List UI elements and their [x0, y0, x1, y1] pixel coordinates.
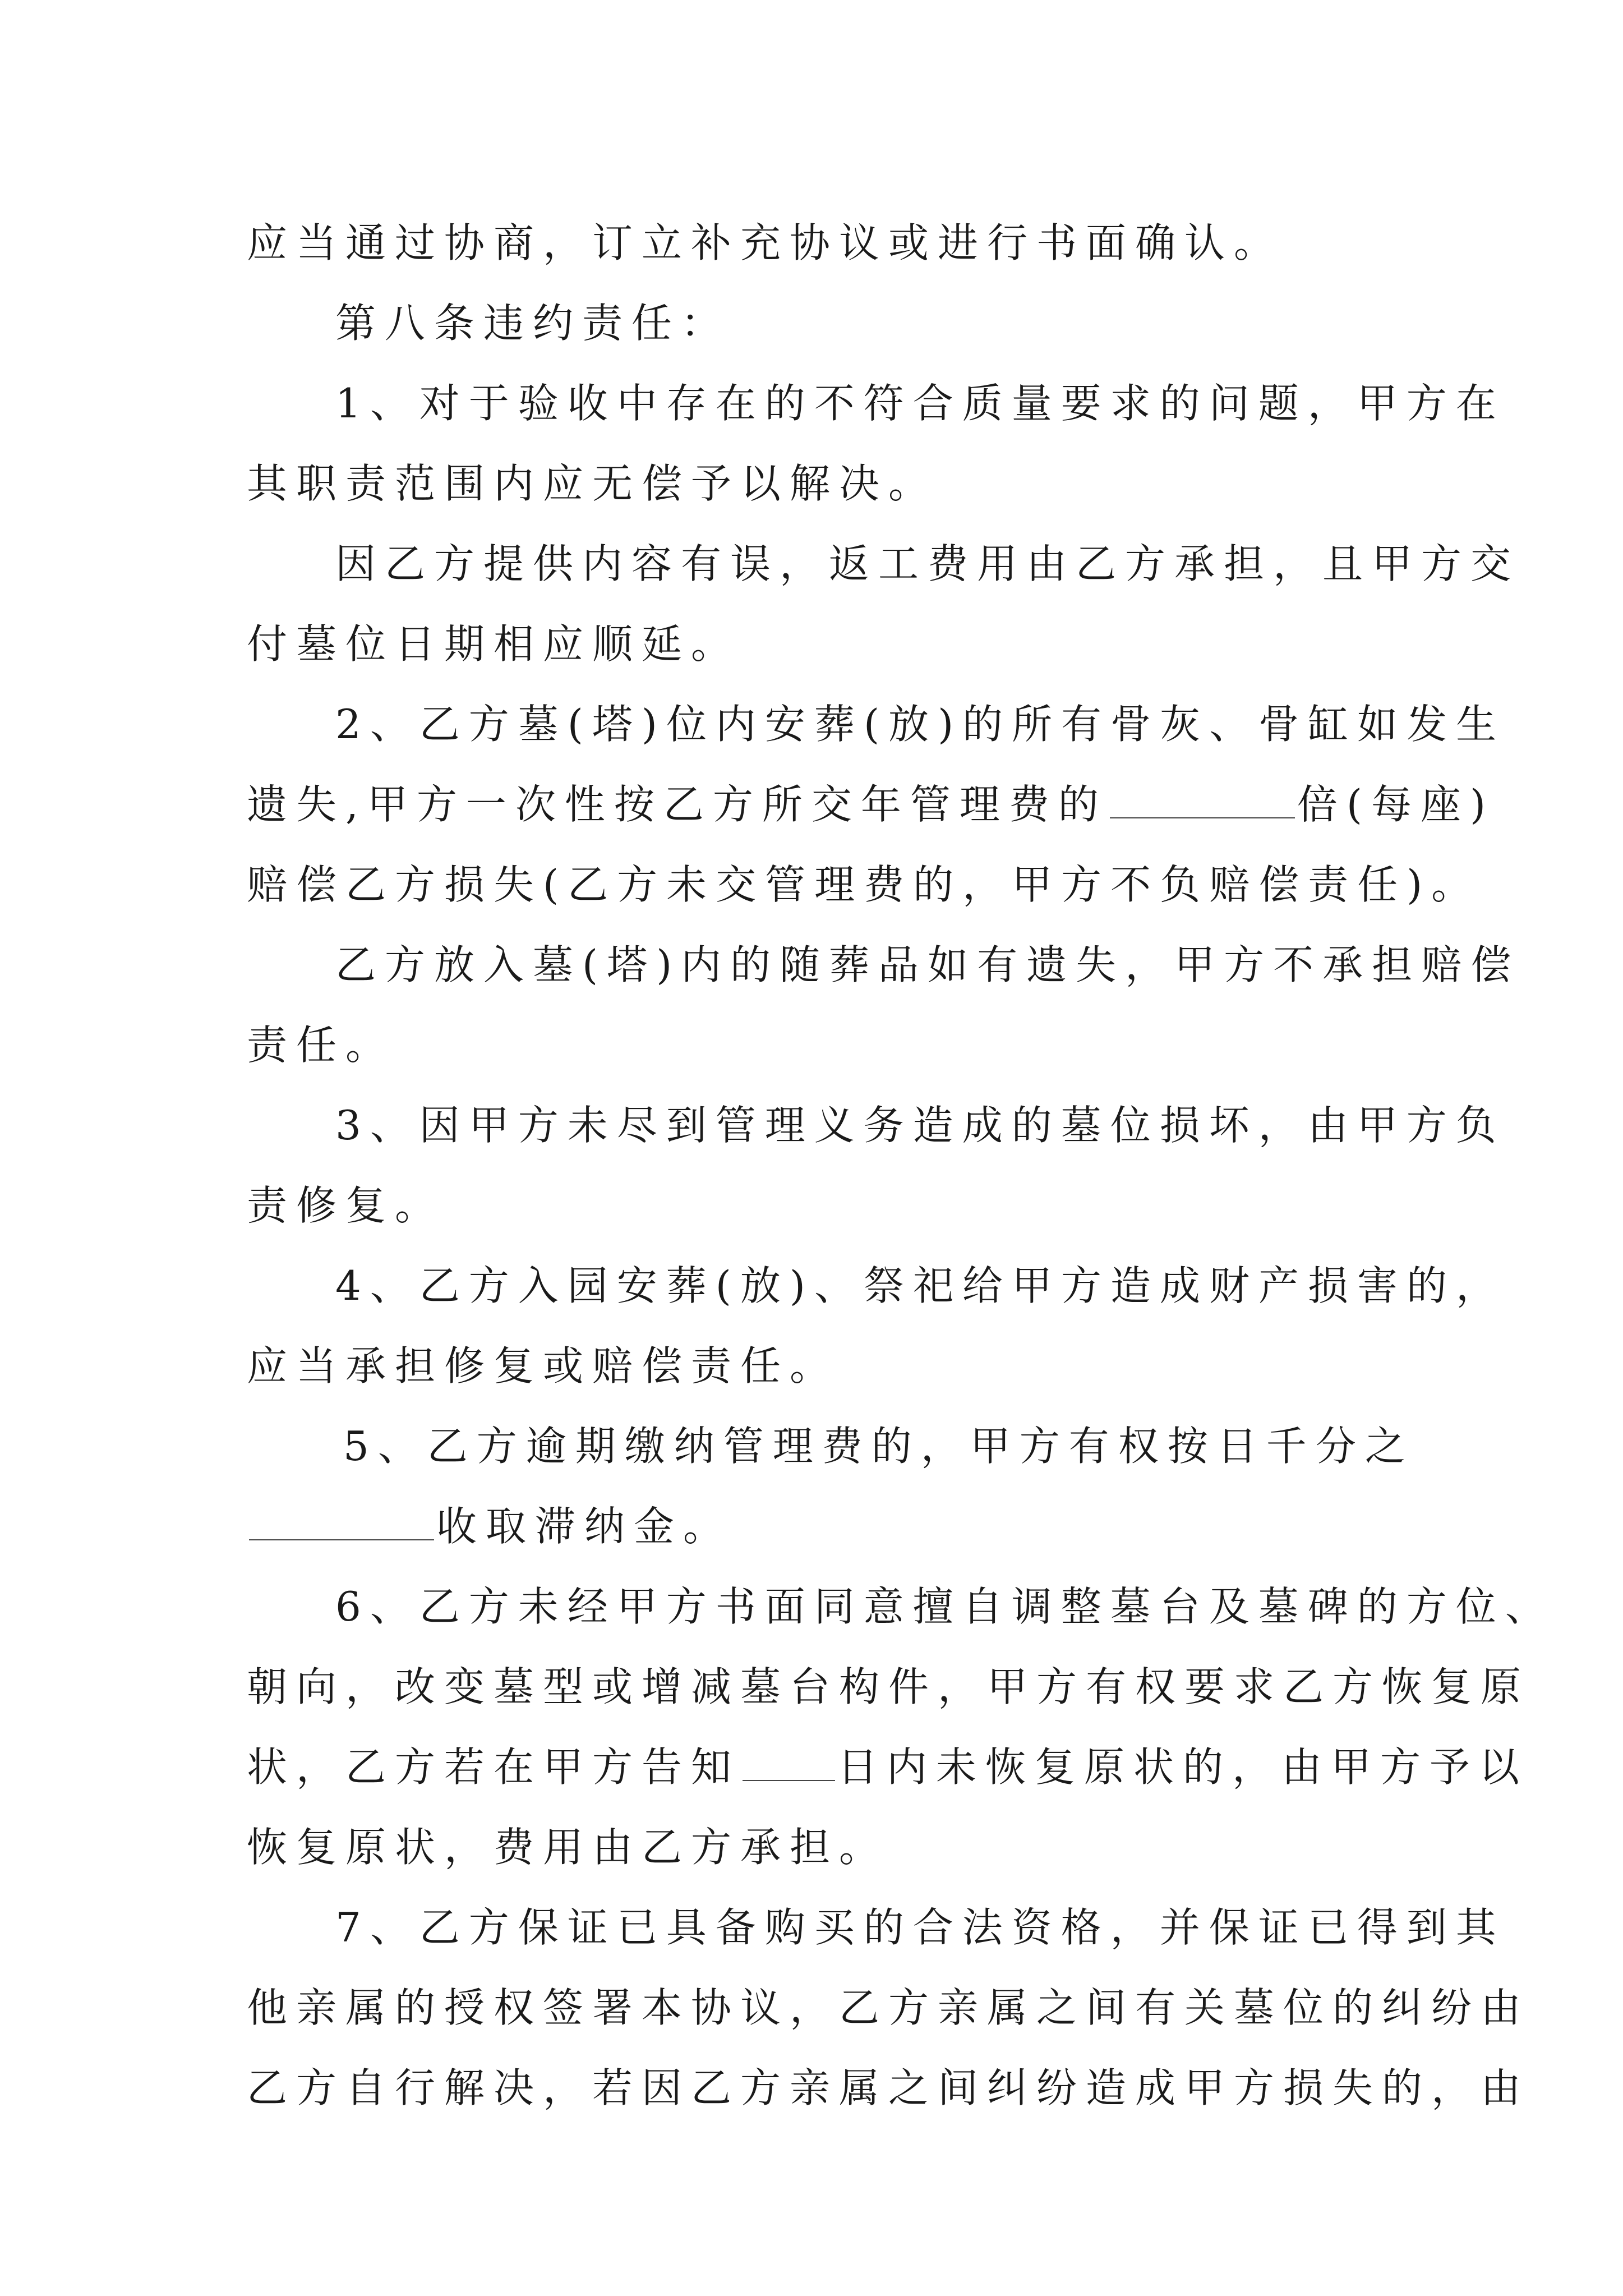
text-line: 责修复。 [247, 1182, 445, 1229]
text-line: 6、乙方未经甲方书面同意擅自调整墓台及墓碑的方位、 [335, 1583, 1555, 1630]
contract-text-body [247, 203, 1555, 2128]
text-segment: 状，乙方若在甲方告知 [247, 1743, 741, 1791]
text-line: 2、乙方墓(塔)位内安葬(放)的所有骨灰、骨缸如发生 [335, 701, 1506, 748]
text-line: 付墓位日期相应顺延。 [247, 620, 741, 668]
clause-2-note [247, 925, 1520, 1085]
text-segment: 遗失,甲方一次性按乙方所交年管理费的 [247, 781, 1108, 828]
text-line: 应当承担修复或赔偿责任。 [247, 1342, 840, 1389]
text-line: 因乙方提供内容有误，返工费用由乙方承担，且甲方交 [335, 540, 1520, 587]
text-line [247, 765, 1495, 845]
clause-3 [247, 1085, 1505, 1246]
text-line: 他亲属的授权签署本协议，乙方亲属之间有关墓位的纠纷由 [247, 1984, 1530, 2031]
text-line: 乙方放入墓(塔)内的随葬品如有遗失，甲方不承担赔偿 [335, 941, 1520, 988]
text-line [247, 1727, 1529, 1807]
text-line: 5、乙方逾期缴纳管理费的，甲方有权按日千分之 [343, 1423, 1414, 1470]
clause-6 [247, 1567, 1555, 1888]
clause-7 [247, 1888, 1530, 2128]
text-line: 乙方自行解决，若因乙方亲属之间纠纷造成甲方损失的，由 [247, 2064, 1530, 2111]
paragraph-continuation [247, 203, 1385, 283]
text-line: 4、乙方入园安葬(放)、祭祀给甲方造成财产损害的， [335, 1262, 1505, 1309]
text-segment: 倍(每座) [1297, 781, 1495, 828]
text-line [247, 1487, 1385, 1567]
text-line: 责任。 [247, 1022, 395, 1069]
clause-4 [247, 1246, 1505, 1406]
text-line: 1、对于验收中存在的不符合质量要求的问题，甲方在 [335, 380, 1505, 427]
article-heading [247, 283, 1385, 364]
text-line: 赔偿乙方损失(乙方未交管理费的，甲方不负赔偿责任)。 [247, 861, 1481, 908]
text-line: 朝向，改变墓型或增减墓台构件，甲方有权要求乙方恢复原 [247, 1663, 1530, 1710]
clause-1 [247, 364, 1505, 524]
clause-2 [247, 684, 1506, 925]
fill-in-blank [249, 1493, 434, 1540]
fill-in-blank [1110, 771, 1295, 818]
text-line: 其职责范围内应无偿予以解决。 [247, 460, 938, 507]
text-line: 3、因甲方未尽到管理义务造成的墓位损坏，由甲方负 [335, 1102, 1505, 1149]
text-line: 应当通过协商，订立补充协议或进行书面确认。 [247, 219, 1284, 266]
text-line: 恢复原状，费用由乙方承担。 [247, 1824, 889, 1871]
text-line: 7、乙方保证已具备购买的合法资格，并保证已得到其 [335, 1904, 1505, 1951]
fill-in-blank [743, 1734, 835, 1781]
clause-1-note [247, 524, 1520, 684]
text-segment: 收取滞纳金。 [436, 1503, 733, 1550]
article-8-title: 第八条违约责任： [335, 300, 731, 347]
text-segment: 日内未恢复原状的，由甲方予以 [837, 1743, 1529, 1791]
clause-5 [247, 1406, 1414, 1567]
